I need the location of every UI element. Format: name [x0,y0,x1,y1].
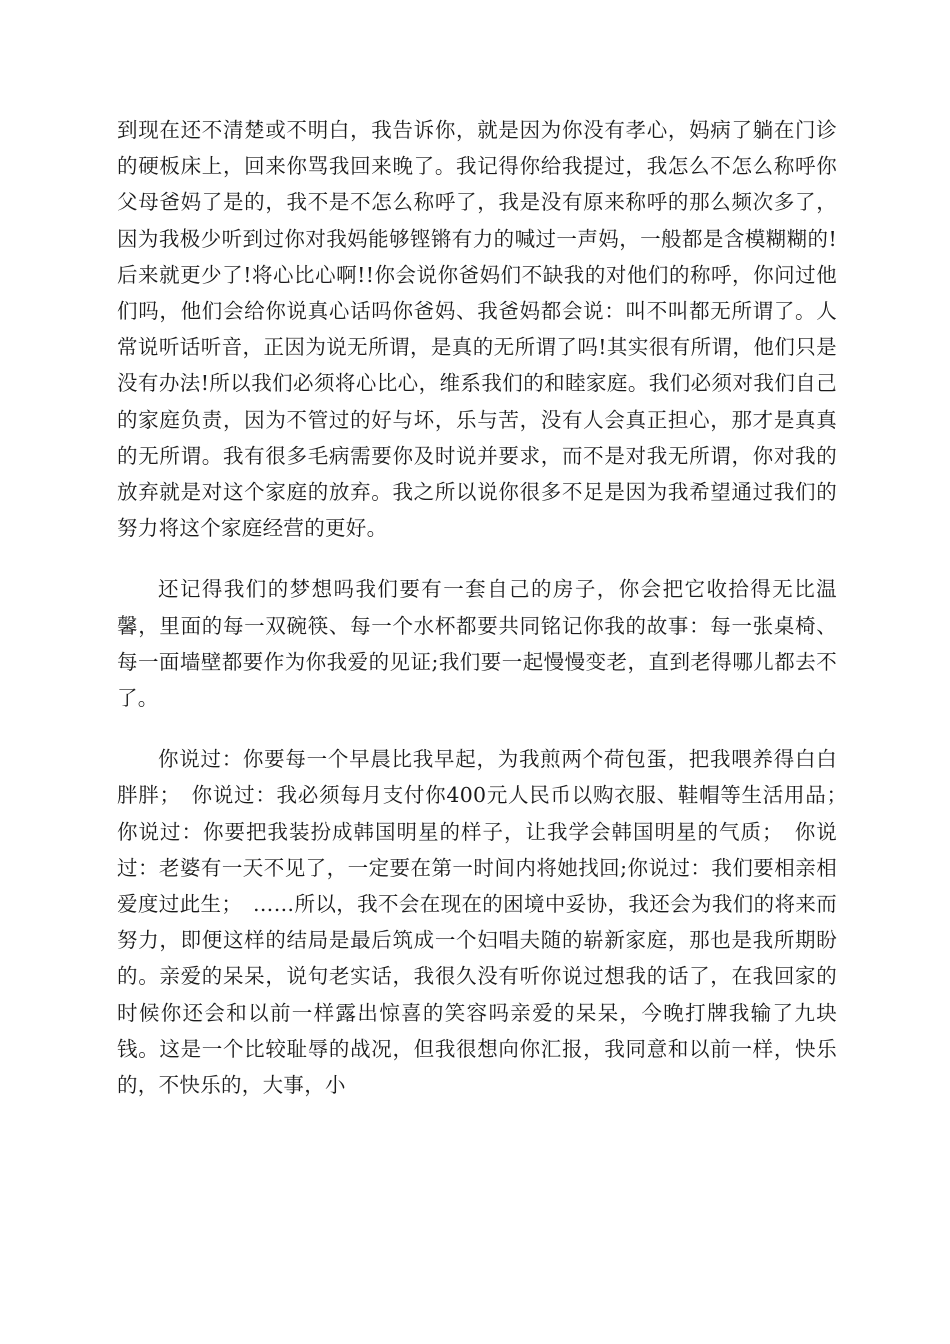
document-page [117,112,858,1103]
paragraph-3: 你说过：你要每一个早晨比我早起，为我煎两个荷包蛋，把我喂养得白白胖胖； 你说过：我必须每月支付你400元人民币以购衣服、鞋帽等生活用品； 你说过：你要把我装扮成韩国明星的样子，让我学会韩国明星的气质； 你说过：老婆有一天不见了，一定要在第一时间内将她找回;你说过：我们要相亲相爱度过此生； ……所以，我不会在现在的困境中妥协，我还会为我们的将来而努力，即便这样的结局是最后筑成一个妇唱夫随的崭新家庭，那也是我所期盼的。亲爱的呆呆，说句老实话，我很久没有听你说过想我的话了，在我回家的时候你还会和以前一样露出惊喜的笑容吗亲爱的呆呆，今晚打牌我输了九块钱。这是一个比较耻辱的战况，但我很想向你汇报，我同意和以前一样，快乐的，不快乐的，大事，小 [117,747,858,1098]
paragraph-1: 到现在还不清楚或不明白，我告诉你，就是因为你没有孝心，妈病了躺在门诊的硬板床上，回来你骂我回来晚了。我记得你给我提过，我怎么不怎么称呼你父母爸妈了是的，我不是不怎么称呼了，我是没有原来称呼的那么频次多了，因为我极少听到过你对我妈能够铿锵有力的喊过一声妈，一般都是含模糊糊的!后来就更少了!将心比心啊!!你会说你爸妈们不缺我的对他们的称呼，你问过他们吗，他们会给你说真心话吗你爸妈、我爸妈都会说：叫不叫都无所谓了。人常说听话听音，正因为说无所谓，是真的无所谓了吗!其实很有所谓，他们只是没有办法!所以我们必须将心比心，维系我们的和睦家庭。我们必须对我们自己的家庭负责，因为不管过的好与坏，乐与苦，没有人会真正担心，那才是真真的无所谓。我有很多毛病需要你及时说并要求，而不是对我无所谓，你对我的放弃就是对这个家庭的放弃。我之所以说你很多不足是因为我希望通过我们的努力将这个家庭经营的更好。 [117,118,837,541]
paragraph-2: 还记得我们的梦想吗我们要有一套自己的房子，你会把它收拾得无比温馨，里面的每一双碗筷、每一个水杯都要共同铭记你我的故事：每一张桌椅、每一面墙壁都要作为你我爱的见证;我们要一起慢慢变老，直到老得哪儿都去不了。 [117,577,837,711]
